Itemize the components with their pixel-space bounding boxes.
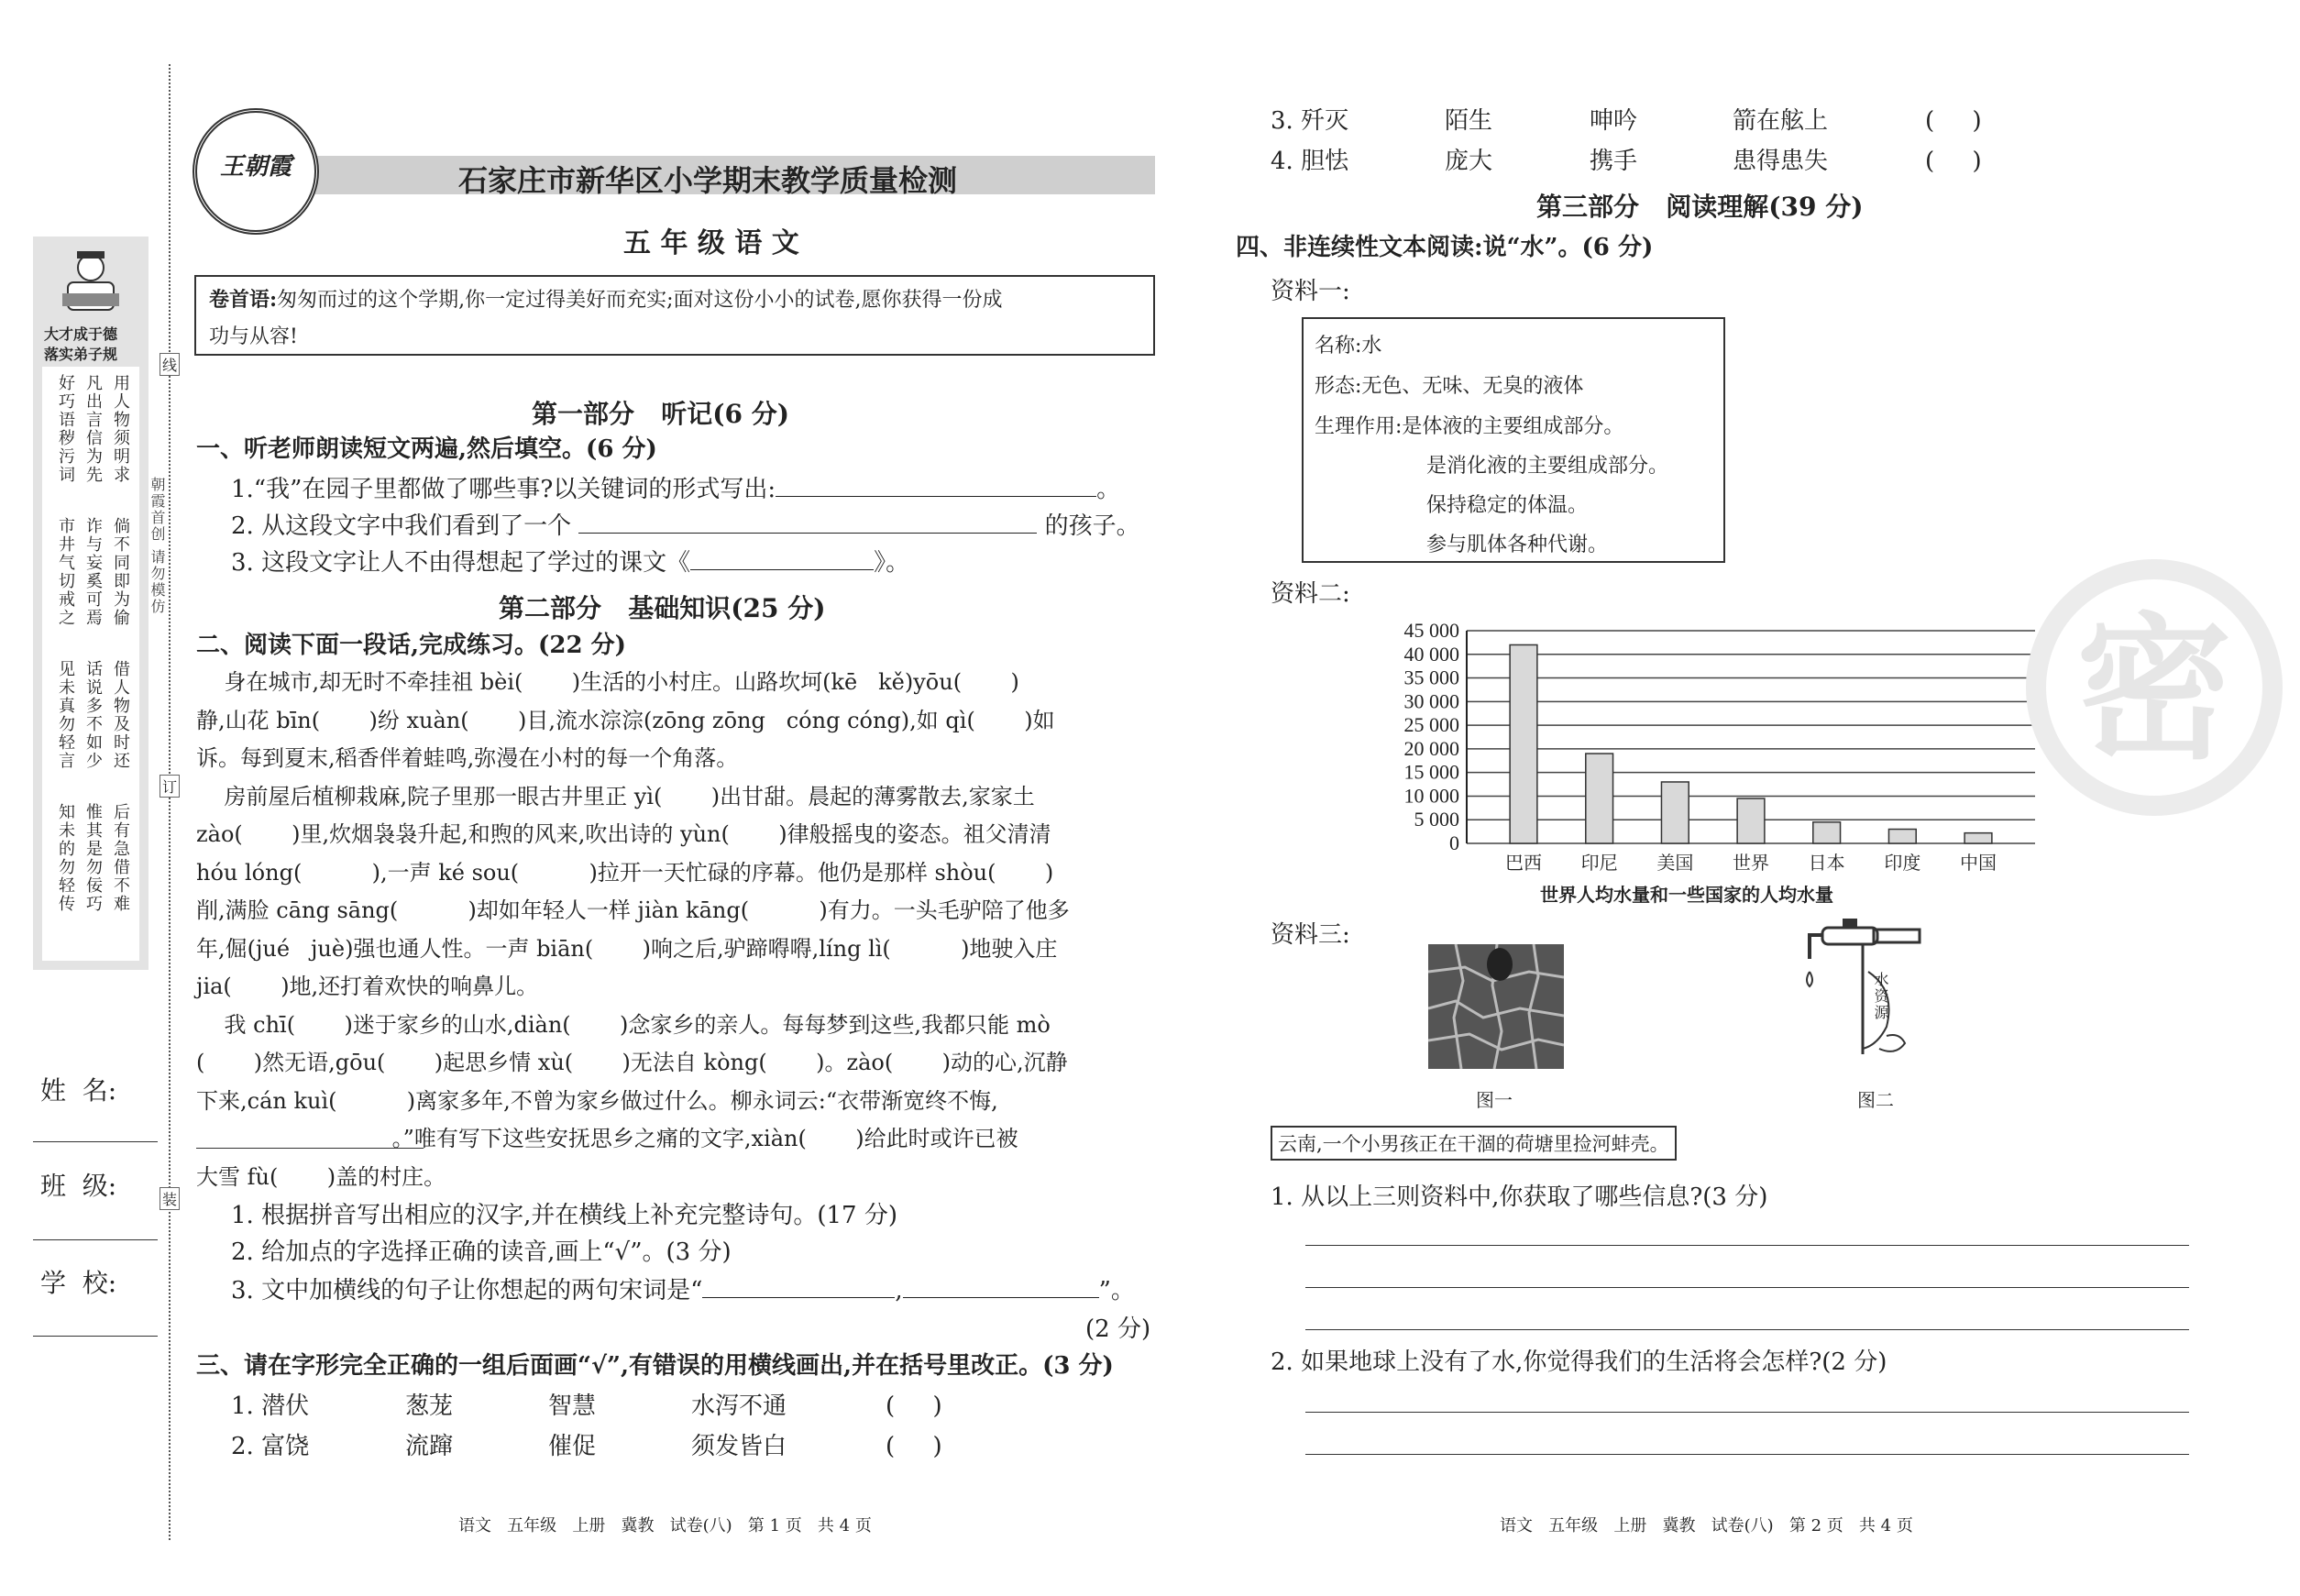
sidebar-verse-column: 倘不同即为偷 [111, 517, 130, 627]
q3-word: 水泻不通 [691, 1392, 787, 1420]
q3-answer-paren[interactable]: ( ) [1925, 107, 1982, 135]
q1-item-1-end: 。 [1096, 476, 1121, 503]
q3-title: 三、请在字形完全正确的一组后面画“√”,有错误的用横线画出,并在括号里改正。(3 分) [196, 1352, 1114, 1380]
y-tick-label: 0 [1449, 831, 1459, 854]
passage-line: 下来,cán kuì( )离家多年,不曾为家乡做过什么。柳永词云:“衣带渐宽终不悔, [196, 1087, 998, 1114]
q3-word: 葱茏 [405, 1392, 454, 1420]
logo-text: 王朝霞 [219, 153, 292, 181]
answer-line[interactable] [1305, 1454, 2189, 1455]
q3-word: 流蹿 [405, 1433, 454, 1460]
q4-title: 四、非连续性文本阅读:说“水”。(6 分) [1236, 234, 1654, 261]
q3-word: 1. 潜伏 [231, 1392, 310, 1420]
task-3: 3. 文中加横线的句子让你想起的两句宋词是“ , ”。 [231, 1272, 1135, 1309]
q3-answer-paren[interactable]: ( ) [886, 1392, 942, 1420]
q4-question-1: 1. 从以上三则资料中,你获取了哪些信息?(3 分) [1271, 1183, 1768, 1211]
binding-mark-order: 订 [160, 775, 180, 798]
q1-item-1 [231, 471, 1120, 508]
sidebar-verse-column: 后有急借不难 [111, 803, 130, 913]
intro-line-1 [209, 284, 1003, 313]
q1-item-3-end: 》。 [874, 549, 910, 577]
passage-line: 身在城市,却无时不牵挂祖 bèi( )生活的小村庄。山路坎坷(kē kě)yōu( ) [196, 669, 1019, 695]
task-3-text: 3. 文中加横线的句子让你想起的两句宋词是“ [231, 1277, 703, 1304]
q3-word: 3. 歼灭 [1271, 107, 1349, 135]
chart-bar [1813, 822, 1841, 843]
sidebar-verse-column: 好巧语秽污词 [56, 374, 75, 484]
footer-right: 语文 五年级 上册 冀教 试卷(八) 第 2 页 共 4 页 [1500, 1516, 1913, 1535]
q1-item-3-text: 3. 这段文字让人不由得想起了学过的课文《 [231, 549, 691, 577]
chart-bar [1737, 798, 1765, 843]
x-tick-label: 巴西 [1505, 852, 1542, 874]
song-ci-blank-1[interactable] [702, 1273, 895, 1298]
part3-heading: 第三部分 阅读理解(39 分) [1536, 192, 1864, 222]
class-label: 班 级: [40, 1171, 117, 1201]
exam-title: 石家庄市新华区小学期末教学质量检测 [458, 163, 958, 198]
water-chart [1375, 614, 2053, 880]
answer-line[interactable] [1305, 1329, 2189, 1330]
name-field[interactable] [33, 1141, 158, 1142]
chart-bar [1661, 782, 1689, 843]
poem-blank[interactable] [196, 1148, 424, 1149]
passage-line: hóu lóng( ),一声 ké sou( )拉开一天忙碌的序幕。他仍是那样 shòu( ) [196, 859, 1054, 886]
q3-word: 患得患失 [1733, 148, 1829, 175]
resource-1-label: 资料一: [1271, 278, 1350, 305]
x-tick-label: 日本 [1808, 852, 1845, 874]
logo-badge [193, 108, 319, 235]
q3-word: 智慧 [548, 1392, 597, 1420]
water-tap-drawing [1795, 917, 1942, 1073]
sidebar-motto-1: 大才成于德 [44, 325, 118, 343]
q1-answer-2[interactable] [578, 509, 1037, 534]
sidebar-verse-column: 凡出言信为先 [83, 374, 103, 484]
chart-bar [1964, 833, 1992, 843]
sidebar-panel [33, 237, 149, 970]
intro-line-2: 功与从容! [209, 325, 298, 348]
q1-title: 一、听老师朗读短文两遍,然后填空。(6 分) [196, 435, 657, 463]
sidebar-verse-column: 用人物须明求 [111, 374, 130, 484]
q3-word: 陌生 [1445, 107, 1493, 135]
answer-line[interactable] [1305, 1287, 2189, 1288]
q3-word: 须发皆白 [691, 1433, 787, 1460]
resource-3-label: 资料三: [1271, 921, 1350, 949]
passage-line: 年,倔(jué juè)强也通人性。一声 biān( )响之后,驴蹄嘚嘚,líng lì( )地驶入庄 [196, 935, 1058, 962]
q4-question-2: 2. 如果地球上没有了水,你觉得我们的生活将会怎样?(2 分) [1271, 1348, 1887, 1376]
q3-answer-paren[interactable]: ( ) [886, 1433, 942, 1460]
y-tick-label: 15 000 [1403, 760, 1459, 784]
task-2: 2. 给加点的字选择正确的读音,画上“√”。(3 分) [231, 1238, 732, 1266]
chart-bar [1510, 644, 1537, 843]
sidebar-verse-column: 借人物及时还 [111, 660, 130, 770]
res1-line: 是消化液的主要组成部分。 [1426, 455, 1669, 478]
chart-title: 世界人均水量和一些国家的人均水量 [1540, 884, 1833, 906]
figure-1-label: 图一 [1476, 1089, 1513, 1111]
q3-word: 庞大 [1445, 148, 1493, 175]
y-tick-label: 20 000 [1403, 736, 1459, 760]
q1-item-2-text: 2. 从这段文字中我们看到了一个 [231, 512, 572, 540]
dotted-binding-line [169, 64, 171, 1540]
intro-label: 卷首语: [209, 288, 278, 312]
passage-line: 。”唯有写下这些安抚思乡之痛的文字,xiàn( )给此时或许已被 [196, 1126, 1018, 1151]
chart-bar [1888, 830, 1916, 843]
y-tick-label: 40 000 [1403, 642, 1459, 666]
q3-word: 呻吟 [1590, 107, 1638, 135]
part2-heading: 第二部分 基础知识(25 分) [499, 593, 826, 623]
photo-caption-box [1271, 1126, 1677, 1161]
class-field[interactable] [33, 1239, 158, 1240]
fig2-text: 水资源 [1872, 972, 1889, 1021]
x-tick-label: 世界 [1733, 852, 1769, 874]
task-3-score: (2 分) [1085, 1315, 1151, 1343]
passage-line: 静,山花 bīn( )纷 xuàn( )目,流水淙淙(zōng zōng cóng cóng),如 qì( )如 [196, 707, 1055, 733]
passage-line: jia( )地,还打着欢快的响鼻儿。 [196, 974, 539, 999]
q3-answer-paren[interactable]: ( ) [1925, 148, 1982, 175]
passage-line: 大雪 fù( )盖的村庄。 [196, 1163, 446, 1190]
q1-item-2 [231, 508, 1140, 545]
y-tick-label: 45 000 [1403, 619, 1459, 642]
q3-word: 箭在舷上 [1733, 107, 1829, 135]
q3-word: 2. 富饶 [231, 1433, 310, 1460]
passage-line: 我 chī( )迷于家乡的山水,diàn( )念家乡的亲人。每每梦到这些,我都只能 mò [196, 1011, 1051, 1038]
task-1: 1. 根据拼音写出相应的汉字,并在横线上补充完整诗句。(17 分) [231, 1202, 897, 1229]
y-tick-label: 30 000 [1403, 689, 1459, 713]
x-tick-label: 中国 [1960, 852, 1997, 874]
y-tick-label: 5 000 [1414, 808, 1459, 831]
scholar-icon [59, 248, 123, 321]
part1-heading: 第一部分 听记(6 分) [532, 399, 789, 429]
passage-line: zào( )里,炊烟袅袅升起,和煦的风来,吹出诗的 yùn( )律般摇曳的姿态。祖父清清 [196, 821, 1051, 847]
passage-line: ( )然无语,gōu( )起思乡情 xù( )无法自 kòng( )。zào( )动的心,沉静 [196, 1050, 1068, 1075]
footer-left: 语文 五年级 上册 冀教 试卷(八) 第 1 页 共 4 页 [458, 1516, 872, 1535]
resource-1-box [1302, 317, 1725, 563]
q1-answer-1[interactable] [776, 472, 1096, 497]
intro-box [194, 275, 1155, 356]
sidebar-verse-column: 市井气切戒之 [56, 517, 75, 627]
sidebar-verse-box [42, 367, 139, 961]
q3-word: 4. 胆怯 [1271, 148, 1349, 175]
sidebar-verse-column: 话说多不如少 [83, 660, 103, 770]
subject-title: 五 年 级 语 文 [623, 227, 799, 259]
sidebar-verse-column: 诈与妄奚可焉 [83, 517, 103, 627]
intro-text-1: 匆匆而过的这个学期,你一定过得美好而充实;面对这份小小的试卷,愿你获得一份成 [277, 289, 1003, 312]
x-tick-label: 印度 [1884, 852, 1921, 874]
sidebar-verse-column: 知未的勿轻传 [56, 803, 75, 913]
name-label: 姓 名: [40, 1075, 117, 1106]
res1-line: 保持稳定的体温。 [1426, 494, 1589, 517]
photo-caption: 云南,一个小男孩正在干涸的荷塘里捡河蚌壳。 [1278, 1133, 1669, 1155]
passage-line: 诉。每到夏末,稻香伴着蛙鸣,弥漫在小村的每一个角落。 [196, 745, 739, 771]
res1-line: 参与肌体各种代谢。 [1426, 534, 1609, 556]
passage-line: 削,满脸 cāng sāng( )却如年轻人一样 jiàn kāng( )有力。一头毛驴陪了他多 [196, 897, 1070, 923]
cracked-earth-photo [1428, 944, 1564, 1069]
school-field[interactable] [33, 1336, 158, 1337]
q1-item-1-text: 1.“我”在园子里都做了哪些事?以关键词的形式写出: [231, 476, 776, 503]
res1-line: 形态:无色、无味、无臭的液体 [1315, 375, 1584, 398]
passage-line: 房前屋后植柳栽麻,院子里那一眼古井里正 yì( )出甘甜。晨起的薄雾散去,家家土 [196, 783, 1035, 809]
q3-word: 催促 [548, 1433, 597, 1460]
y-tick-label: 10 000 [1403, 784, 1459, 808]
x-tick-label: 印尼 [1580, 852, 1618, 874]
answer-line[interactable] [1305, 1412, 2189, 1413]
sidebar-motto-2: 落实弟子规 [44, 346, 118, 363]
song-ci-blank-2[interactable] [903, 1273, 1099, 1298]
q1-answer-3[interactable] [690, 545, 874, 570]
chart-bar [1586, 754, 1613, 843]
binding-mark-line: 线 [160, 353, 180, 376]
res1-line: 名称:水 [1315, 335, 1382, 358]
figure-2-label: 图二 [1857, 1089, 1894, 1111]
x-tick-label: 美国 [1656, 852, 1694, 874]
q1-item-2-end: 的孩子。 [1044, 512, 1140, 540]
seal-glyph: 密 [2075, 598, 2232, 781]
school-label: 学 校: [40, 1268, 117, 1298]
passage [196, 664, 1159, 1196]
answer-line[interactable] [1305, 1245, 2189, 1246]
q2-title: 二、阅读下面一段话,完成练习。(22 分) [196, 632, 626, 659]
q1-item-3 [231, 545, 909, 581]
binding-mark-bind: 装 [160, 1187, 180, 1210]
sidebar-verse-column: 见未真勿轻言 [56, 660, 75, 770]
y-tick-label: 25 000 [1403, 713, 1459, 737]
resource-2-label: 资料二: [1271, 580, 1350, 608]
res1-line: 生理作用:是体液的主要组成部分。 [1315, 415, 1624, 438]
secret-seal [2026, 559, 2283, 816]
y-tick-label: 35 000 [1403, 666, 1459, 689]
sidebar-verse-column: 惟其是勿佞巧 [83, 803, 103, 913]
copyright-note: 朝霞首创 请勿模仿 [149, 477, 166, 616]
q3-word: 携手 [1590, 148, 1638, 175]
